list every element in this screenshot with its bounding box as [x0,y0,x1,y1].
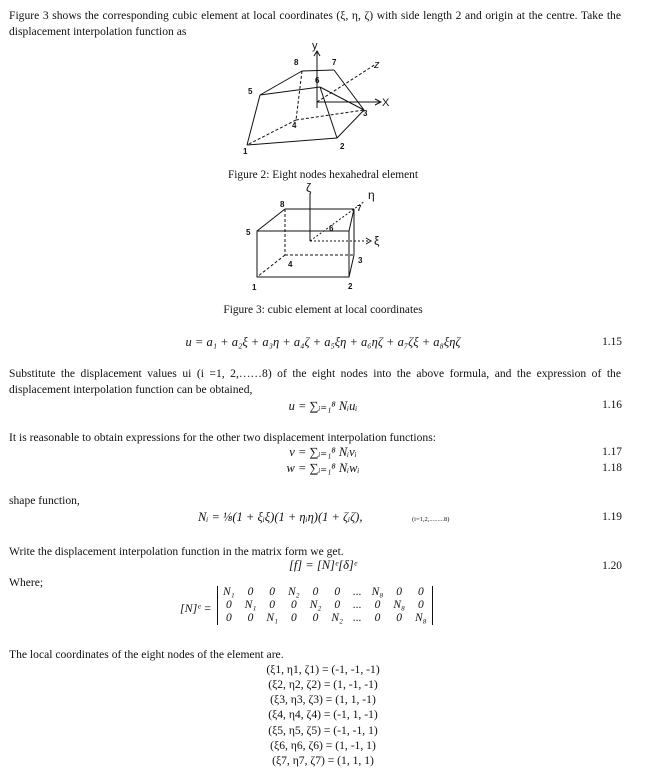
fig2-node-4: 4 [292,121,297,130]
equation-1-20: [f] = [N]ᵉ[δ]ᵉ [288,558,358,572]
fig3-node-8: 8 [280,200,285,209]
equation-number-1-15: 1.15 [602,336,622,348]
fig2-node-8: 8 [294,58,299,67]
fig2-node-1: 1 [243,147,248,156]
paragraph-reasonable: It is reasonable to obtain expressions for the other two displacement interpolation functions: [9,431,436,444]
matrix-cell: 0 [374,599,381,611]
matrix-cell: 0 [396,586,403,598]
shape-function-matrix [217,586,433,625]
equation-1-17: v = ∑ᵢ₌₁⁸ Nᵢvᵢ [289,445,357,459]
matrix-cell: ... [353,599,362,611]
fig2-node-3: 3 [363,109,368,118]
figure-3-caption: Figure 3: cubic element at local coordinates [223,304,423,316]
matrix-lhs: [N]ᵉ = [180,601,212,615]
fig2-node-2: 2 [340,142,345,151]
matrix-cell: 0 [247,586,254,598]
matrix-cell: 0 [225,599,232,611]
figure-2-hexahedral-element [230,38,410,168]
figure-2-caption: Figure 2: Eight nodes hexahedral element [227,169,419,181]
matrix-cell: N₈ [371,586,384,598]
matrix-cell: 0 [417,599,424,611]
matrix-cell: N₁ [266,612,279,624]
paragraph-local-coordinates: The local coordinates of the eight nodes of the element are. [9,648,284,661]
matrix-cell: N₂ [288,586,300,598]
equation-number-1-16: 1.16 [602,399,622,411]
fig2-axis-x-label: X [382,97,390,109]
matrix-cell: N₁ [244,599,257,611]
node-coordinate-4: (ξ4, η4, ζ4) = (-1, 1, -1) [268,708,378,721]
matrix-cell: ... [353,612,362,624]
node-coordinate-2: (ξ2, η2, ζ2) = (1, -1, -1) [268,678,378,691]
matrix-cell: 0 [269,599,276,611]
fig3-node-5: 5 [246,228,251,237]
equation-1-15: u = a₁ + a₂ξ + a₃η + a₄ζ + a₅ξη + a₆ηζ + a₇ζξ + a₈ξηζ [185,335,461,349]
equation-number-1-18: 1.18 [602,462,622,474]
matrix-cell: 0 [247,612,254,624]
matrix-cell: 0 [269,586,276,598]
fig3-axis-xi-label: ξ [374,234,380,248]
paragraph-substitute: Substitute the displacement values ui (i =1, 2,……8) of the eight nodes into the above formula, and the expression of the displacement interpolation function can be obtained, [9,367,621,396]
matrix-row-2 [218,599,433,612]
fig3-node-3: 3 [358,256,363,265]
matrix-cell: N₁ [223,586,235,598]
matrix-cell: ... [353,586,362,598]
equation-1-19: Nᵢ = ⅛(1 + ξᵢξ)(1 + ηᵢη)(1 + ζᵢζ), [198,510,363,524]
label-shape-function: shape function, [9,494,80,507]
figure-3-cubic-element [240,183,400,293]
matrix-cell: N₈ [393,599,405,611]
equation-number-1-19: 1.19 [602,511,622,523]
node-coordinate-5: (ξ5, η5, ζ5) = (-1, -1, 1) [268,724,378,737]
matrix-cell: N₈ [415,612,427,624]
fig2-axis-z-label: z [374,59,380,71]
paragraph-matrix-form: Write the displacement interpolation function in the matrix form we get. [9,545,344,558]
label-where: Where; [9,576,44,589]
fig3-node-1: 1 [252,283,257,292]
fig3-node-7: 7 [357,204,362,213]
matrix-cell: 0 [334,586,341,598]
fig3-node-4: 4 [288,260,293,269]
node-coordinate-6: (ξ6, η6, ζ6) = (1, -1, 1) [270,739,376,752]
node-coordinate-1: (ξ1, η1, ζ1) = (-1, -1, -1) [266,663,380,676]
fig2-axis-y-label: y [312,40,318,52]
fig3-axis-eta-label: η [368,188,375,202]
matrix-cell: 0 [396,612,403,624]
matrix-row-3 [218,612,433,625]
equation-1-16: u = ∑ᵢ₌₁⁸ Nᵢuᵢ [288,399,358,413]
equation-number-1-17: 1.17 [602,446,622,458]
matrix-cell: N₂ [309,599,322,611]
fig3-node-2: 2 [348,282,353,291]
node-coordinate-7: (ξ7, η7, ζ7) = (1, 1, 1) [272,754,374,767]
equation-1-19-note: (i=1,2,.........8) [412,516,450,523]
fig2-node-6: 6 [315,76,320,85]
equation-number-1-20: 1.20 [602,560,622,572]
matrix-cell: 0 [334,599,341,611]
matrix-row-1 [218,586,433,599]
matrix-cell: 0 [417,586,424,598]
matrix-cell: 0 [225,612,232,624]
intro-paragraph: Figure 3 shows the corresponding cubic element at local coordinates (ξ, η, ζ) with side length 2 and origin at the centre. Take the displacement interpolation function as [9,9,621,38]
node-coordinate-3: (ξ3, η3, ζ3) = (1, 1, -1) [270,693,376,706]
matrix-cell: 0 [374,612,381,624]
matrix-cell: 0 [290,599,297,611]
matrix-cell: 0 [312,586,319,598]
fig3-node-6: 6 [329,224,334,233]
equation-1-18: w = ∑ᵢ₌₁⁸ Nᵢwᵢ [286,461,360,475]
matrix-cell: 0 [312,612,319,624]
matrix-cell: N₂ [331,612,344,624]
fig3-axis-zeta-label: ζ [306,183,312,195]
fig2-node-5: 5 [248,87,253,96]
fig2-node-7: 7 [332,58,337,67]
matrix-cell: 0 [290,612,297,624]
